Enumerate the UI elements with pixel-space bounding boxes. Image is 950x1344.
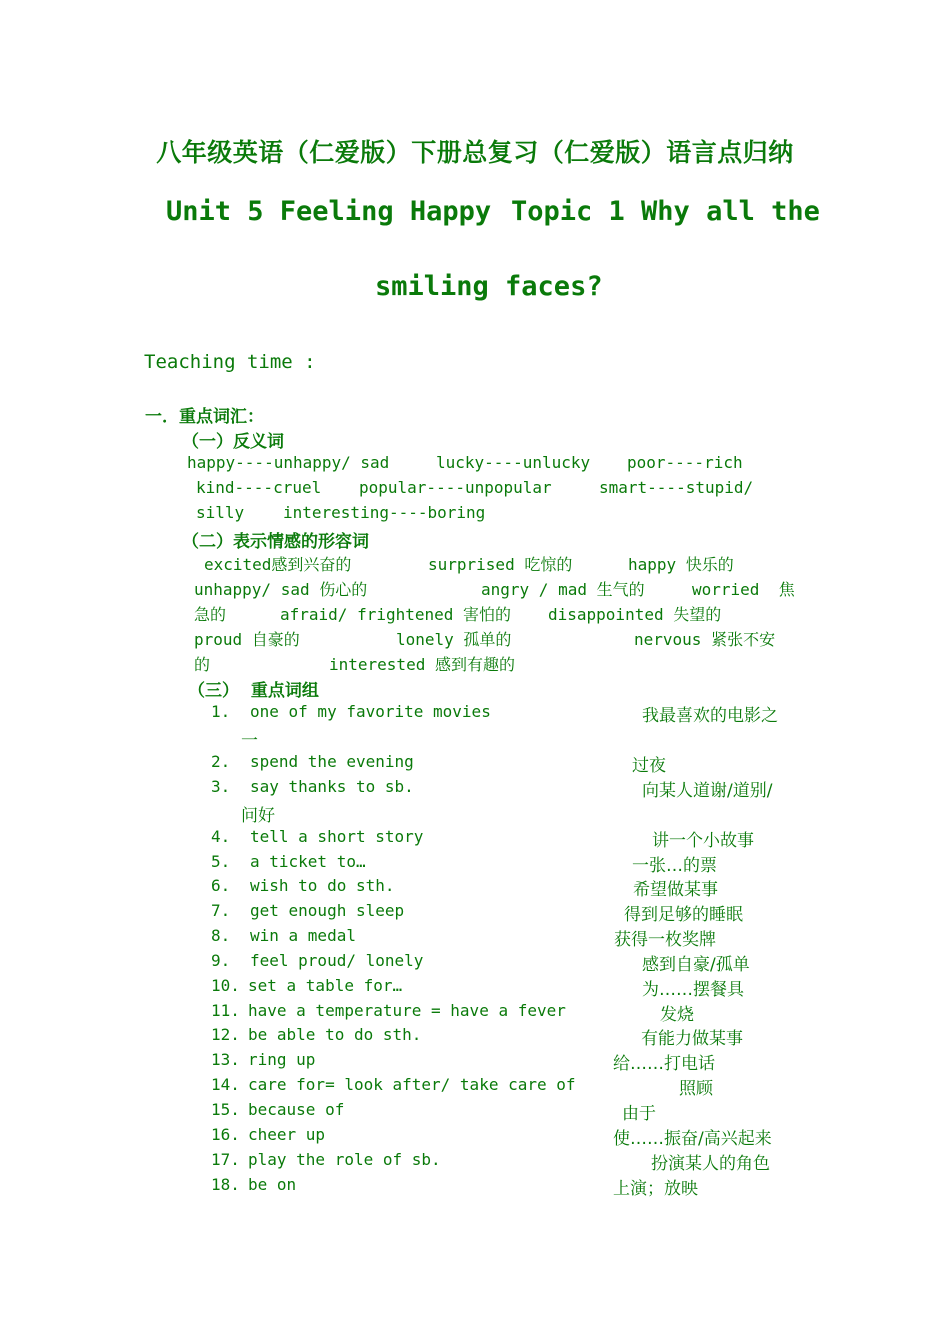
phrase-english: play the role of sb. — [248, 1150, 441, 1169]
phrase-number: 1. — [211, 702, 231, 721]
phrase-chinese: 照顾 — [679, 1079, 713, 1099]
section-heading-vocab: 一．重点词汇： — [145, 407, 264, 427]
phrase-chinese: 讲一个小故事 — [652, 831, 754, 851]
title-chinese: 八年级英语（仁爱版）下册总复习（仁爱版）语言点归纳 — [156, 138, 794, 167]
phrase-number: 8. — [211, 926, 231, 945]
emotion-adjective-cont: 的 — [194, 655, 211, 674]
phrase-chinese: 扮演某人的角色 — [651, 1154, 770, 1174]
phrase-english: feel proud/ lonely — [250, 951, 424, 970]
phrase-number: 10. — [211, 976, 240, 995]
phrase-chinese-cont: 问好 — [241, 806, 275, 826]
phrase-chinese: 过夜 — [632, 756, 666, 776]
phrase-chinese: 向某人道谢/道别/ — [642, 781, 773, 801]
phrase-english: tell a short story — [250, 827, 424, 846]
title-topic: Topic 1 Why all the — [511, 196, 820, 227]
phrase-number: 18. — [211, 1175, 240, 1194]
phrase-english: say thanks to sb. — [250, 777, 414, 796]
antonym-pair: kind----cruel — [196, 478, 322, 497]
phrase-chinese: 一张…的票 — [632, 856, 717, 876]
phrase-number: 6. — [211, 876, 231, 895]
emotion-adjective: happy 快乐的 — [628, 555, 734, 574]
phrase-chinese: 希望做某事 — [633, 880, 718, 900]
emotion-adjective: proud 自豪的 — [194, 630, 300, 649]
phrase-chinese: 发烧 — [660, 1005, 694, 1025]
phrase-chinese: 有能力做某事 — [641, 1029, 743, 1049]
phrase-english: get enough sleep — [250, 901, 405, 920]
phrase-chinese: 上演；放映 — [613, 1179, 698, 1199]
phrase-number: 7. — [211, 901, 231, 920]
phrase-chinese: 由于 — [622, 1104, 656, 1124]
phrase-english: because of — [248, 1100, 345, 1119]
phrase-chinese-cont: 一 — [241, 731, 258, 751]
phrase-english: have a temperature = have a fever — [248, 1001, 566, 1020]
phrase-chinese: 获得一枚奖牌 — [614, 930, 716, 950]
emotion-adjective: lonely 孤单的 — [396, 630, 512, 649]
phrase-english: wish to do sth. — [250, 876, 395, 895]
phrase-number: 14. — [211, 1075, 240, 1094]
title-unit: Unit 5 Feeling Happy — [166, 196, 492, 227]
phrase-number: 12. — [211, 1025, 240, 1044]
phrase-chinese: 使……振奋/高兴起来 — [613, 1129, 772, 1149]
phrase-number: 5. — [211, 852, 231, 871]
phrase-number: 3. — [211, 777, 231, 796]
phrase-chinese: 给……打电话 — [613, 1054, 715, 1074]
emotion-adjective: interested 感到有趣的 — [329, 655, 515, 674]
antonym-pair: popular----unpopular — [359, 478, 552, 497]
phrase-english: be on — [248, 1175, 297, 1194]
phrase-english: set a table for… — [248, 976, 403, 995]
phrase-english: be able to do sth. — [248, 1025, 422, 1044]
phrase-chinese: 感到自豪/孤单 — [642, 955, 750, 975]
emotion-adjective: disappointed 失望的 — [548, 605, 722, 624]
emotion-adjective: surprised 吃惊的 — [428, 555, 573, 574]
phrase-number: 17. — [211, 1150, 240, 1169]
phrase-number: 4. — [211, 827, 231, 846]
phrase-number: 11. — [211, 1001, 240, 1020]
phrase-number: 15. — [211, 1100, 240, 1119]
phrase-english: ring up — [248, 1050, 316, 1069]
phrase-english: care for= look after/ take care of — [248, 1075, 576, 1094]
antonym-pair: happy----unhappy/ sad — [187, 453, 390, 472]
phrase-english: spend the evening — [250, 752, 414, 771]
antonym-pair: silly — [196, 503, 245, 522]
antonym-pair: interesting----boring — [283, 503, 486, 522]
phrase-chinese: 得到足够的睡眠 — [624, 905, 743, 925]
emotion-adjective: excited感到兴奋的 — [204, 555, 352, 574]
phrase-number: 13. — [211, 1050, 240, 1069]
phrase-number: 9. — [211, 951, 231, 970]
phrase-english: win a medal — [250, 926, 356, 945]
emotion-adjective: afraid/ frightened 害怕的 — [280, 605, 512, 624]
subheading-emotions: （二）表示情感的形容词 — [182, 532, 369, 552]
emotion-adjective: angry / mad 生气的 — [481, 580, 645, 599]
teaching-time: Teaching time : — [144, 351, 316, 373]
phrase-number: 2. — [211, 752, 231, 771]
emotion-adjective: worried 焦 — [692, 580, 795, 599]
phrase-number: 16. — [211, 1125, 240, 1144]
subheading-antonyms: （一）反义词 — [182, 432, 284, 452]
antonym-pair: poor----rich — [627, 453, 743, 472]
antonym-pair: lucky----unlucky — [436, 453, 591, 472]
title-topic-cont: smiling faces? — [375, 271, 603, 302]
antonym-pair: smart----stupid/ — [599, 478, 754, 497]
emotion-adjective: unhappy/ sad 伤心的 — [194, 580, 368, 599]
phrase-english: cheer up — [248, 1125, 326, 1144]
subheading-phrases: （三） 重点词组 — [188, 681, 319, 701]
phrase-chinese: 我最喜欢的电影之 — [642, 706, 778, 726]
phrase-chinese: 为……摆餐具 — [642, 980, 744, 1000]
emotion-adjective-cont: 急的 — [194, 605, 227, 624]
phrase-english: a ticket to… — [250, 852, 366, 871]
emotion-adjective: nervous 紧张不安 — [634, 630, 776, 649]
phrase-english: one of my favorite movies — [250, 702, 491, 721]
